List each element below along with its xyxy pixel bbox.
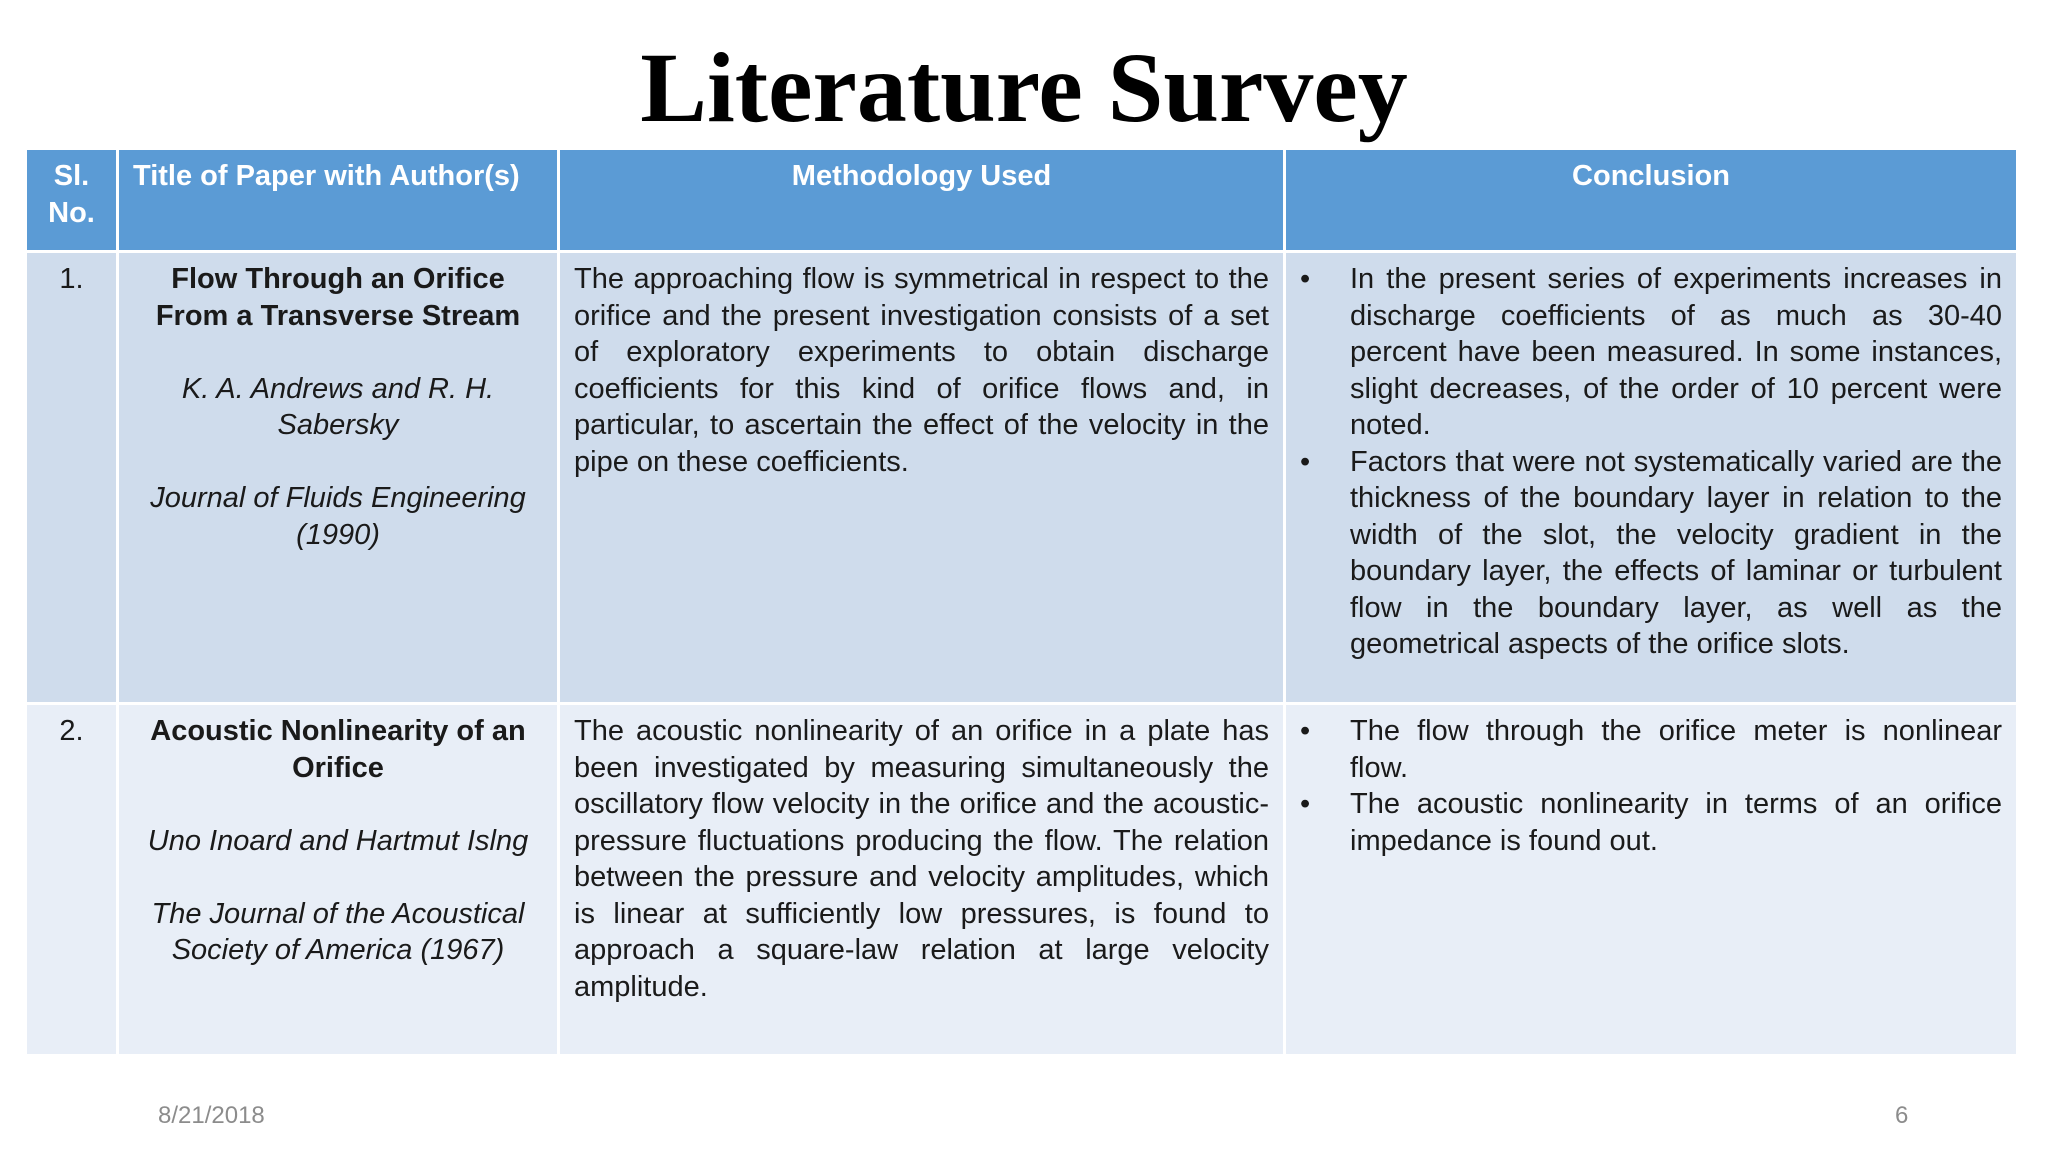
header-slno: Sl. No. bbox=[26, 149, 118, 252]
slide-title: Literature Survey bbox=[640, 32, 1408, 143]
conclusion-text: The flow through the orifice meter is nonlinear flow. bbox=[1350, 715, 2002, 784]
row-slno: 2. bbox=[26, 704, 118, 1056]
bullet-icon: • bbox=[1300, 445, 1311, 478]
paper-cell bbox=[118, 252, 559, 704]
paper-cell bbox=[118, 704, 559, 1056]
footer-date: 8/21/2018 bbox=[158, 1102, 265, 1129]
paper-authors: Uno Inoard and Hartmut Islng bbox=[147, 824, 529, 857]
header-methodology: Methodology Used bbox=[559, 149, 1285, 252]
bullet-icon: • bbox=[1300, 263, 1311, 295]
conclusion-text: In the present series of experiments increases in discharge coefficients of as much as 30-40 percent have been measured. In some instances, slight decreases, of the order of 10 percent were noted. bbox=[1350, 263, 2002, 441]
paper-title: Acoustic Nonlinearity of an Orifice bbox=[150, 715, 526, 784]
header-title: Title of Paper with Author(s) bbox=[118, 149, 559, 252]
conclusion-cell bbox=[1285, 252, 2018, 704]
conclusion-item bbox=[1300, 444, 2002, 663]
row-slno: 1. bbox=[26, 252, 118, 704]
page-number: 6 bbox=[1895, 1102, 1909, 1129]
methodology-text: The acoustic nonlinearity of an orifice in a plate has been investigated by measuring simultaneously the oscillatory flow velocity in the orifice and the acoustic-pressure fluctuations producing the flow. The relation between the pressure and velocity amplitudes, which is linear at sufficiently low pressures, is found to approach a square-law relation at large velocity amplitude. bbox=[559, 704, 1285, 1056]
conclusion-cell bbox=[1285, 704, 2018, 1056]
header-conclusion: Conclusion bbox=[1285, 149, 2018, 252]
conclusion-list bbox=[1300, 713, 2002, 859]
methodology-text: The approaching flow is symmetrical in respect to the orifice and the present investigation consists of a set of exploratory experiments to obtain discharge coefficients for this kind of orifice flows and, in particular, to ascertain the effect of the velocity in the pipe on these coefficients. bbox=[559, 252, 1285, 704]
table-row bbox=[26, 252, 2018, 704]
bullet-icon: • bbox=[1300, 788, 1311, 820]
conclusion-text: Factors that were not systematically varied are the thickness of the boundary layer in relation to the width of the slot, the velocity gradient in the boundary layer, the effects of laminar or turbulent flow in the boundary layer, as well as the geometrical aspects of the orifice slots. bbox=[1350, 445, 2002, 660]
bullet-icon: • bbox=[1300, 715, 1311, 747]
table-row bbox=[26, 704, 2018, 1056]
paper-journal: Journal of Fluids Engineering (1990) bbox=[150, 482, 526, 551]
table-header-row bbox=[26, 149, 2018, 252]
conclusion-item bbox=[1300, 713, 2002, 786]
conclusion-text: The acoustic nonlinearity in terms of an orifice impedance is found out. bbox=[1350, 788, 2002, 857]
paper-authors: K. A. Andrews and R. H. Sabersky bbox=[181, 372, 495, 441]
paper-journal: The Journal of the Acoustical Society of America (1967) bbox=[151, 897, 525, 966]
literature-table bbox=[24, 147, 2019, 1057]
paper-title: Flow Through an Orifice From a Transverse Stream bbox=[155, 263, 521, 332]
conclusion-item bbox=[1300, 786, 2002, 859]
conclusion-item bbox=[1300, 261, 2002, 444]
conclusion-list bbox=[1300, 261, 2002, 663]
